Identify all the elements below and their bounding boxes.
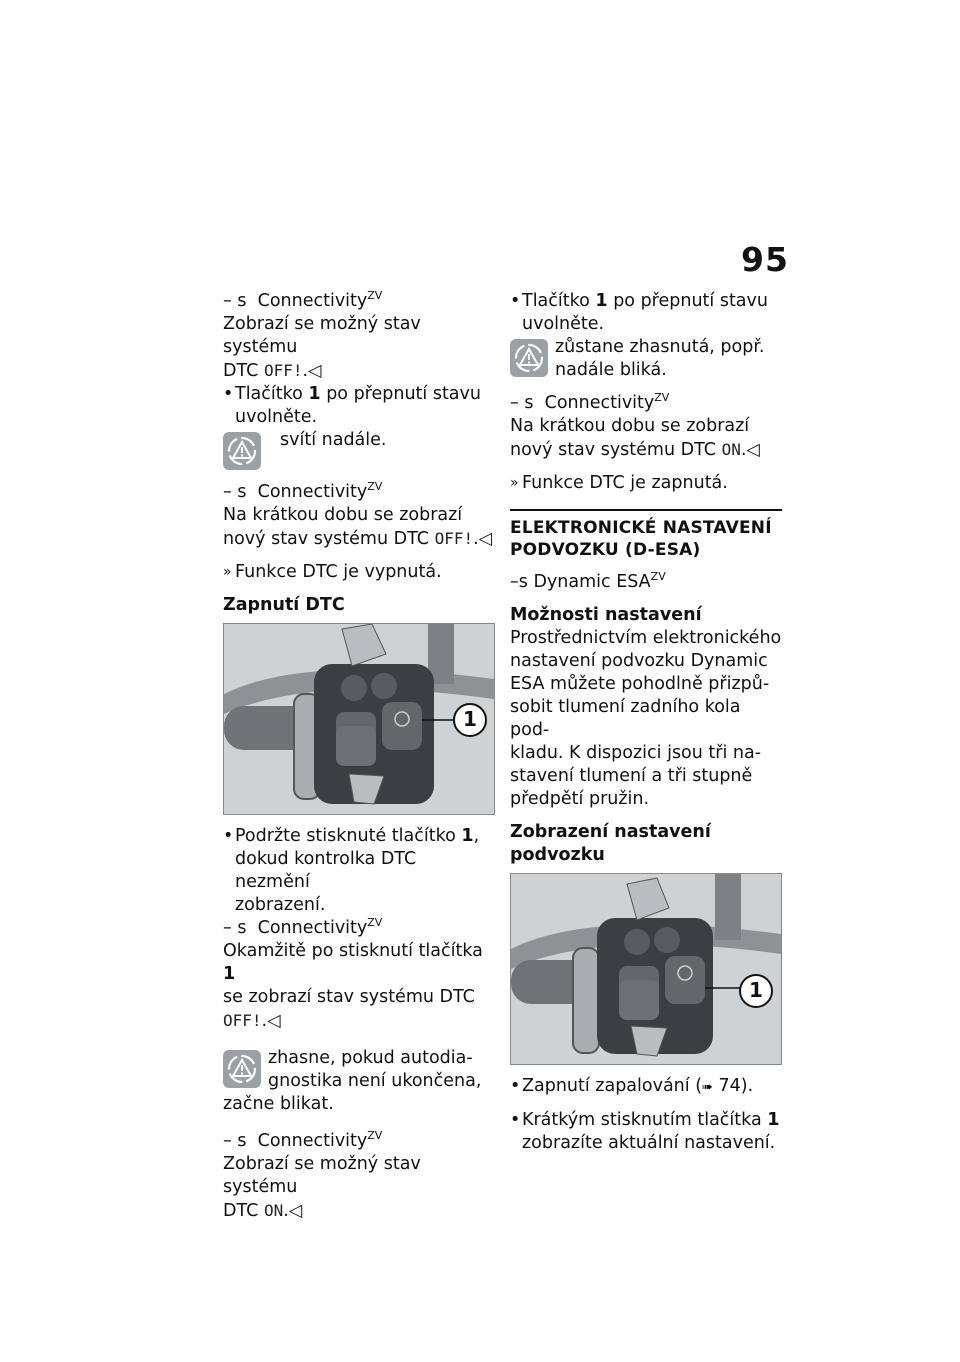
paragraph: začne blikat. (223, 1094, 334, 1114)
section-title: ELEKTRONICKÉ NASTAVENÍ PODVOZKU (D-ESA) (510, 509, 782, 561)
left-column (223, 290, 493, 1223)
paragraph: Zobrazí se možný stav systému (223, 1154, 421, 1197)
condition-line: – s Connectivity$^{ZV}$ (223, 1129, 383, 1151)
list-item: • Zapnutí zapalování (➠ 74). (510, 1076, 754, 1096)
result-line: » Funkce DTC je zapnutá. (510, 473, 728, 493)
page-reference-arrow-icon: ➠ (702, 1080, 713, 1095)
paragraph: se zobrazí stav systému DTC (223, 987, 475, 1007)
paragraph: Zobrazí se možný stav systému (223, 314, 421, 357)
condition-line: – s Connectivity$^{ZV}$ (223, 916, 383, 938)
subheading: Možnosti nastavení (510, 605, 702, 625)
handlebar-switch-photo (223, 623, 495, 815)
callout-label: 1 (453, 703, 487, 737)
warning-note: svítí nadále. (223, 429, 493, 475)
condition-line: – s Connectivity$^{ZV}$ (223, 480, 383, 502)
paragraph: Na krátkou dobu se zobrazí (510, 416, 750, 436)
paragraph: nový stav systému DTC ON.◁ (510, 440, 760, 460)
right-column (510, 290, 782, 1155)
warning-indicator-icon (510, 339, 548, 377)
page-reference[interactable]: 74 (718, 1076, 741, 1096)
warning-indicator-icon (223, 1050, 261, 1088)
paragraph: DTC OFF!.◁ (223, 361, 322, 381)
paragraph: DTC ON.◁ (223, 1201, 303, 1221)
page-number: 95 (741, 240, 789, 279)
paragraph: OFF!.◁ (223, 1011, 281, 1031)
body-paragraph: Prostřednictvím elektronického nastavení podvozku Dynamic ESA můžete pohodlně přizpů- sobit tlumení zadního kola pod- kladu. K dispozici jsou tři na- stavení tlumení a tři stupně předpětí pružin. (510, 628, 782, 809)
list-item: • Podržte stisknuté tlačítko 1, dokud kontrolka DTC nezmění zobrazení. (223, 826, 480, 915)
paragraph: Okamžitě po stisknutí tlačítka 1 (223, 941, 483, 984)
list-item: • Krátkým stisknutím tlačítka 1 zobrazíte aktuální nastavení. (510, 1110, 780, 1153)
condition-line: – s Connectivity$^{ZV}$ (510, 391, 670, 413)
list-item: • Tlačítko 1 po přepnutí stavu uvolněte. (510, 291, 768, 334)
condition-line: –s Dynamic $ESA^{ZV}$ (510, 570, 666, 592)
warning-indicator-icon (223, 432, 261, 470)
warning-note: zhasne, pokud autodia- gnostika není ukončena, (223, 1047, 493, 1093)
handlebar-switch-photo (510, 873, 782, 1065)
subheading: Zobrazení nastavení podvozku (510, 822, 711, 865)
paragraph: nový stav systému DTC OFF!.◁ (223, 529, 493, 549)
condition-line: – s Connectivity$^{ZV}$ (223, 289, 383, 311)
subheading: Zapnutí DTC (223, 595, 345, 615)
result-line: » Funkce DTC je vypnutá. (223, 562, 442, 582)
list-item: • Tlačítko 1 po přepnutí stavu uvolněte. (223, 384, 481, 427)
callout-label: 1 (739, 974, 773, 1008)
warning-note: zůstane zhasnutá, popř. nadále bliká. (510, 336, 782, 382)
paragraph: Na krátkou dobu se zobrazí (223, 505, 463, 525)
